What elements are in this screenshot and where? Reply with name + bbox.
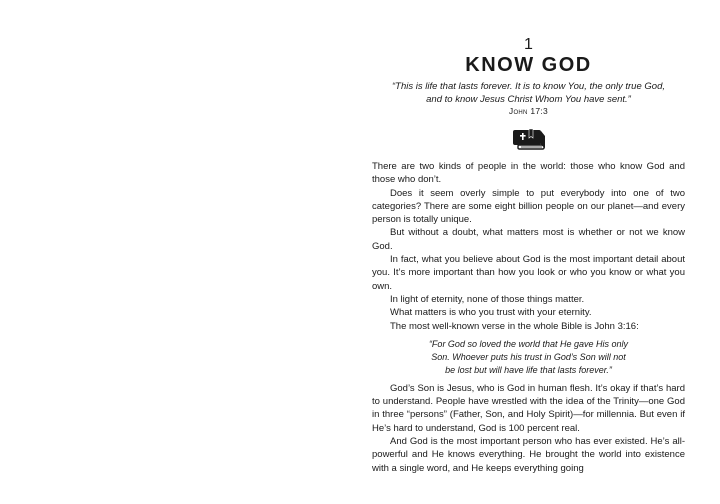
quote-line: “For God so loved the world that He gave His only — [428, 338, 629, 349]
chapter-number: 1 — [524, 36, 533, 53]
quote-line: be lost but will have life that lasts forever.” — [445, 364, 612, 375]
body-paragraph: In fact, what you believe about God is the most important detail about you. It’s more important than how you look or who you know or what you own. — [372, 254, 685, 292]
scripture-quote — [372, 338, 685, 377]
chapter-body — [372, 160, 685, 475]
body-paragraph: There are two kinds of people in the world: those who know God and those who don’t. — [372, 161, 685, 186]
epigraph-quote: “This is life that lasts forever. It is to know You, the only true God, and to know Jesus Christ Whom You have sent.” — [392, 81, 665, 105]
body-paragraph: But without a doubt, what matters most is whether or not we know God. — [372, 227, 685, 252]
quote-line: Son. Whoever puts his trust in God’s Son will not — [431, 351, 626, 362]
epigraph-reference: John 17:3 — [508, 106, 549, 116]
body-paragraph: In light of eternity, none of those things matter. — [390, 293, 585, 305]
body-paragraph: And God is the most important person who has ever existed. He’s all-powerful and He knows everything. He brought the world into existence with a single word, and He keeps everything going — [372, 436, 685, 474]
body-paragraph: Does it seem overly simple to put everybody into one of two categories? There are some eight billion people on our planet—and every person is totally unique. — [372, 187, 685, 226]
body-paragraph: What matters is who you trust with your eternity. — [390, 307, 592, 319]
chapter-title: KNOW GOD — [465, 54, 592, 76]
right-page — [372, 0, 685, 504]
body-paragraph: God’s Son is Jesus, who is God in human flesh. It’s okay if that’s hard to understand. People have wrestled with the idea of the Trinity—one God in three “persons” (Father, Son, and Holy Spirit)—for millennia. But even if He’s hard to understand, God is 100 percent real. — [372, 382, 685, 434]
bible-icon — [512, 128, 548, 152]
body-paragraph: The most well-known verse in the whole Bible is John 3:16: — [390, 320, 639, 332]
